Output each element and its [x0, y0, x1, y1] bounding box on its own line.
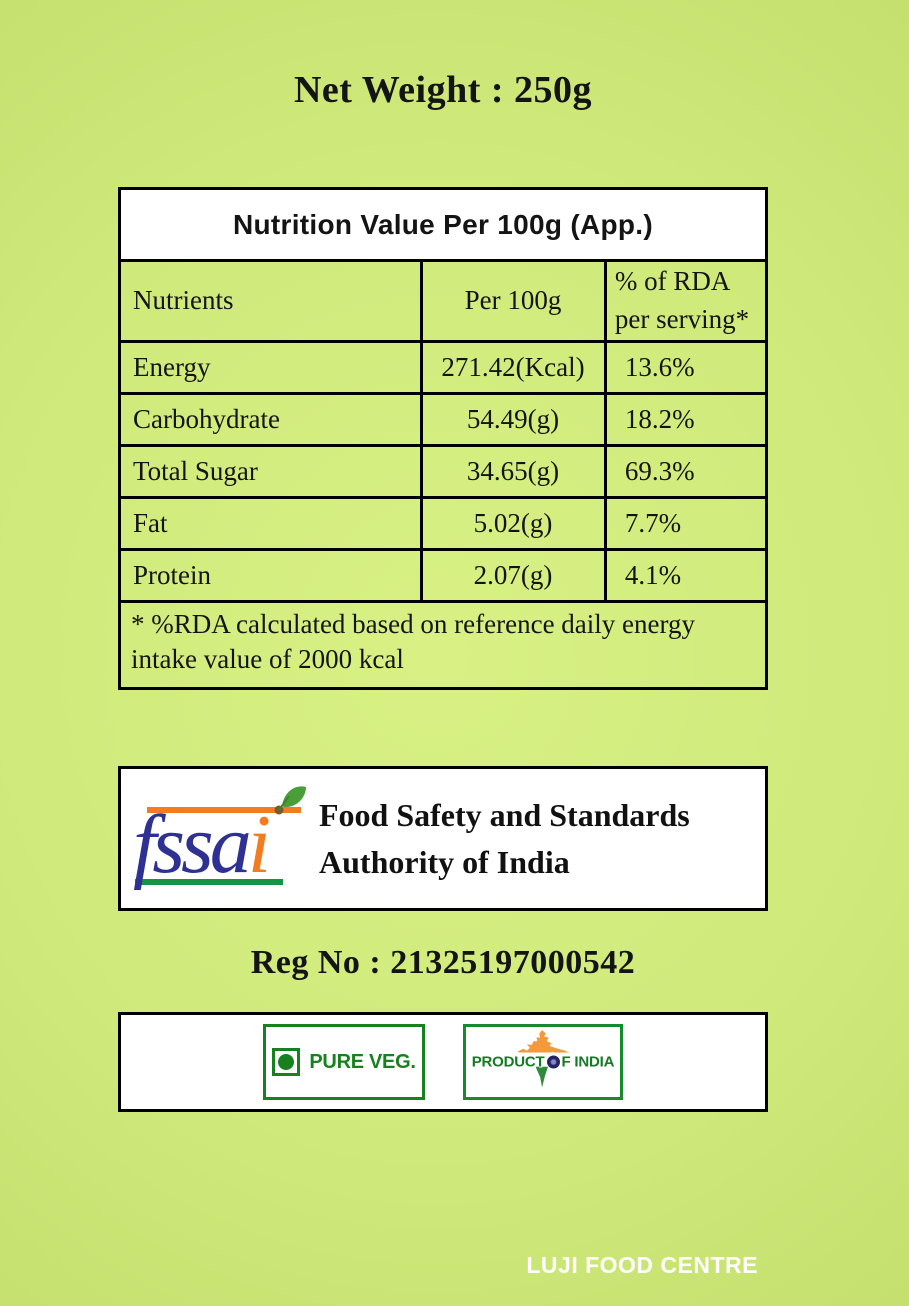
fssai-name-line2: Authority of India	[319, 843, 570, 880]
fssai-name-line1: Food Safety and Standards	[319, 797, 690, 834]
certification-badge-strip	[118, 1012, 768, 1112]
veg-dot-icon	[278, 1054, 294, 1070]
nutrient-name-cell: Protein	[120, 549, 422, 601]
nutrition-table-title: Nutrition Value Per 100g (App.)	[120, 189, 767, 261]
nutrition-row	[120, 341, 767, 393]
nutrient-name-cell: Energy	[120, 341, 422, 393]
per-100g-value-cell: 54.49(g)	[422, 393, 606, 445]
fssai-leaf-icon	[282, 786, 306, 807]
rda-percent-cell: 7.7%	[605, 497, 766, 549]
per-100g-value-cell: 5.02(g)	[422, 497, 606, 549]
rda-footnote-row	[120, 601, 767, 688]
fssai-box	[118, 766, 768, 911]
nutrition-row	[120, 549, 767, 601]
per-100g-value-cell: 34.65(g)	[422, 445, 606, 497]
veg-mark-icon	[272, 1048, 300, 1076]
brand-name: LUJI FOOD CENTRE	[526, 1252, 758, 1278]
column-header-nutrients: Nutrients	[120, 261, 422, 342]
poi-label-part2: F INDIA	[561, 1053, 615, 1071]
nutrition-table	[118, 187, 768, 690]
pure-veg-badge	[263, 1024, 425, 1100]
ashoka-chakra-icon	[547, 1056, 560, 1069]
column-header-per-100g: Per 100g	[422, 261, 606, 342]
nutrition-table-title-row	[120, 189, 767, 261]
column-header-rda-per-serving: % of RDA per serving*	[605, 261, 766, 342]
fssai-name	[319, 792, 690, 885]
pure-veg-label: PURE VEG.	[309, 1050, 416, 1073]
product-of-india-label	[466, 1054, 620, 1071]
poi-label-part1: PRODUCT	[471, 1053, 545, 1071]
rda-footnote: * %RDA calculated based on reference daily energy intake value of 2000 kcal	[120, 601, 767, 688]
rda-percent-cell: 69.3%	[605, 445, 766, 497]
nutrient-name-cell: Fat	[120, 497, 422, 549]
per-100g-value-cell: 2.07(g)	[422, 549, 606, 601]
fssai-logo-text: fssai	[133, 797, 268, 891]
nutrient-name-cell: Total Sugar	[120, 445, 422, 497]
net-weight-heading: Net Weight : 250g	[293, 69, 593, 111]
rda-percent-cell: 13.6%	[605, 341, 766, 393]
fssai-logo-icon	[133, 780, 311, 898]
nutrient-name-cell: Carbohydrate	[120, 393, 422, 445]
per-100g-value-cell: 271.42(Kcal)	[422, 341, 606, 393]
nutrition-row	[120, 393, 767, 445]
nutrition-table-header-row	[120, 261, 767, 342]
rda-percent-cell: 18.2%	[605, 393, 766, 445]
nutrition-row	[120, 445, 767, 497]
nutrition-row	[120, 497, 767, 549]
product-of-india-badge	[463, 1024, 623, 1100]
rda-percent-cell: 4.1%	[605, 549, 766, 601]
registration-number: Reg No : 21325197000542	[250, 944, 636, 981]
